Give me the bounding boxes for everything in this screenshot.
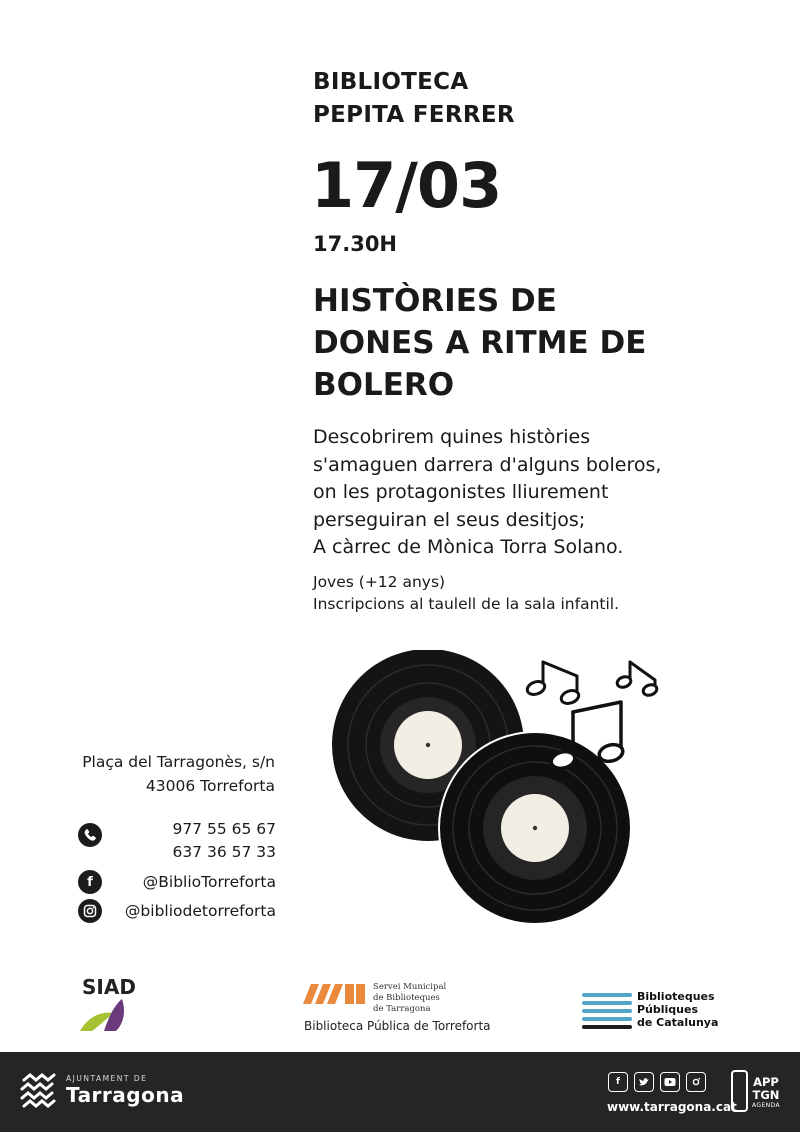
phone-number[interactable]: 637 36 57 33 [172,843,276,861]
event-description [313,424,733,562]
biblioteques-publiques-catalunya-logo [580,985,730,1035]
phone-number[interactable]: 977 55 65 67 [172,820,276,838]
phone-icon [78,823,102,847]
phone-numbers [172,818,276,864]
ajuntament-emblem-icon [20,1072,56,1108]
description-line: A càrrec de Mònica Torra Solano. [313,536,624,558]
registration-note: Inscripcions al taulell de la sala infantil. [313,595,620,613]
ajuntament-name: Tarragona [66,1083,185,1107]
event-title [313,280,693,406]
youtube-icon[interactable] [660,1072,680,1092]
bpc-text [637,990,718,1029]
instagram-handle[interactable]: @bibliodetorreforta [124,902,276,920]
smartphone-icon [731,1070,748,1112]
siad-logo [78,975,148,1035]
phone-contacts [76,818,276,866]
title-line-1: HISTÒRIES DE [313,283,557,319]
website-link[interactable]: www.tarragona.cat [607,1100,737,1114]
app-tgn-agenda[interactable] [752,1076,780,1110]
facebook-icon[interactable]: f [608,1072,628,1092]
siad-emblem [78,997,138,1033]
music-note-icon [525,662,580,706]
social-icons [608,1072,706,1092]
bpc-line: Públiques [637,1003,699,1016]
facebook-handle[interactable]: @BiblioTorreforta [142,873,276,891]
description-line: on les protagonistes lliurement [313,481,609,503]
siad-logo-text: SIAD [82,975,136,999]
facebook-icon: f [78,870,102,894]
facebook-contact [76,869,276,895]
music-note-icon [616,662,659,697]
servei-line: de Biblioteques [373,993,440,1003]
bpc-line: Biblioteques [637,990,715,1003]
event-date: 17/03 [311,149,502,222]
servei-line: Servei Municipal [373,982,447,992]
footer-bar [0,1052,800,1132]
instagram-icon[interactable] [686,1072,706,1092]
venue-line-2: PEPITA FERRER [313,102,515,128]
description-line: Descobrirem quines històries [313,426,591,448]
description-line: s'amaguen darrera d'alguns boleros, [313,453,662,476]
address-street: Plaça del Tarragonès, s/n [82,753,275,771]
ajuntament-label: AJUNTAMENT DE [66,1074,148,1083]
app-line: AGENDA [752,1102,780,1109]
address-city: 43006 Torreforta [145,777,275,795]
event-time: 17.30H [313,232,397,256]
title-line-2: DONES A RITME DE [313,325,647,361]
description-line: perseguiran el seus desitjos; [313,508,586,531]
audience-info [313,571,733,615]
twitter-icon[interactable] [634,1072,654,1092]
servei-municipal-emblem [303,982,367,1006]
venue-line-1: BIBLIOTECA [313,69,469,95]
books-emblem [580,991,634,1031]
library-caption: Biblioteca Pública de Torreforta [304,1019,491,1033]
venue-name [313,66,515,132]
servei-line: de Tarragona [373,1004,431,1014]
app-line: APP [753,1075,779,1089]
instagram-contact [76,898,276,924]
audience-age: Joves (+12 anys) [313,573,446,591]
title-line-3: BOLERO [313,367,455,403]
servei-municipal-text [373,982,446,1015]
app-line: TGN [752,1088,780,1102]
servei-municipal-biblioteques-logo [303,982,503,1037]
address [82,750,275,798]
vinyl-records-illustration [325,650,670,925]
instagram-icon [78,899,102,923]
bpc-line: de Catalunya [637,1016,719,1029]
